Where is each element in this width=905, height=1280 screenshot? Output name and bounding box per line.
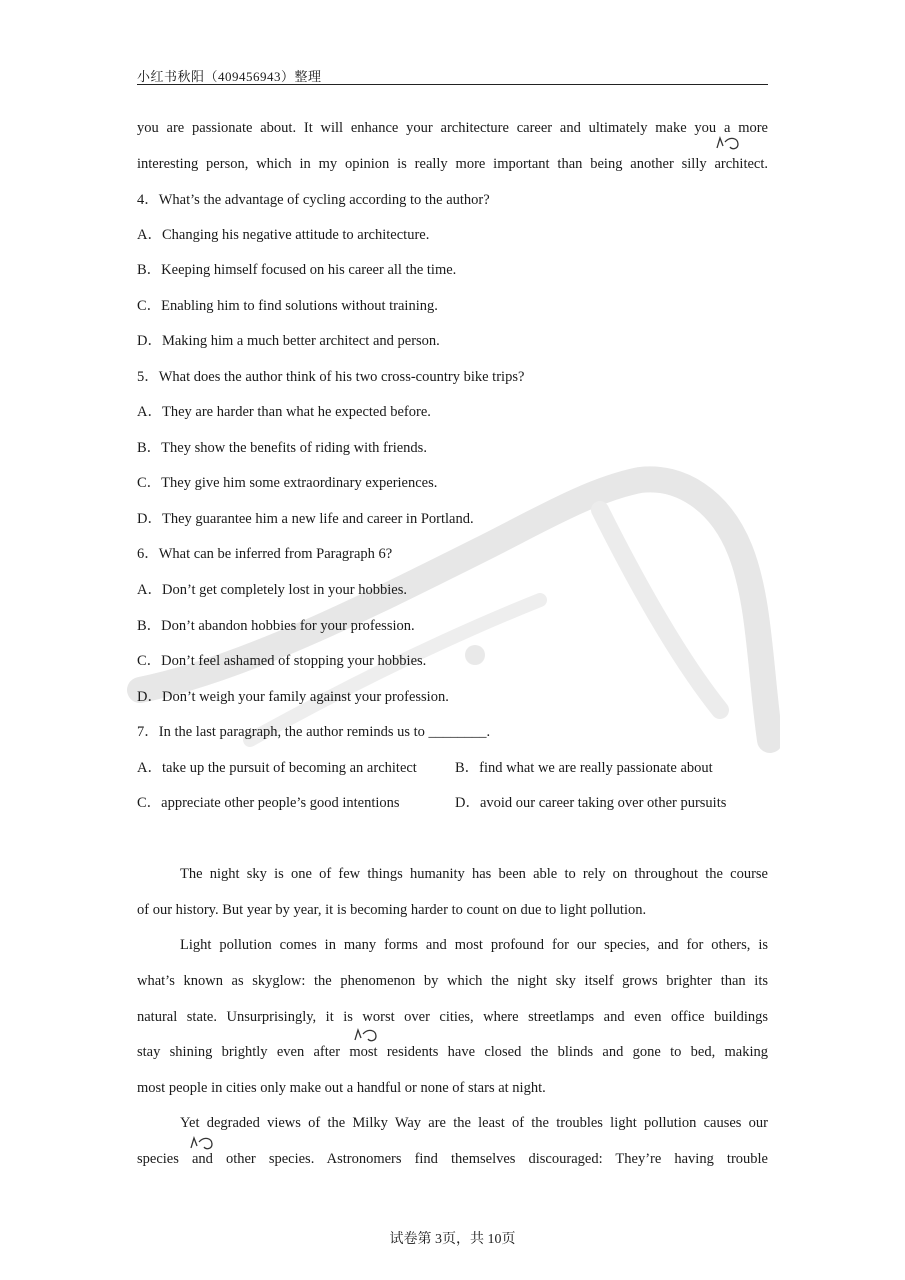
option-b: B．Don’t abandon hobbies for your profession. <box>137 618 415 634</box>
option-b: B．find what we are really passionate about <box>455 760 713 776</box>
option-c: C．They give him some extraordinary experiences. <box>137 475 438 491</box>
option-a: A．Don’t get completely lost in your hobbies. <box>137 582 407 598</box>
option-c: C．Don’t feel ashamed of stopping your hobbies. <box>137 653 427 669</box>
option-d: D．Don’t weigh your family against your profession. <box>137 689 449 705</box>
option-b: B．They show the benefits of riding with friends. <box>137 440 427 456</box>
passage-line: species and other species. Astronomers find themselves discouraged: They’re having trouble <box>137 1151 768 1167</box>
header-divider <box>137 84 768 85</box>
option-c: C．Enabling him to find solutions without training. <box>137 298 438 314</box>
passage-line: interesting person, which in my opinion is really more important than being another silly architect. <box>137 156 768 172</box>
passage-line: most people in cities only make out a handful or none of stars at night. <box>137 1080 546 1096</box>
question-stem: 7．In the last paragraph, the author reminds us to ________. <box>137 724 491 740</box>
question-stem: 5．What does the author think of his two cross-country bike trips? <box>137 369 525 385</box>
passage-line: you are passionate about. It will enhance your architecture career and ultimately make you a more <box>137 120 768 136</box>
passage-line: of our history. But year by year, it is becoming harder to count on due to light pollution. <box>137 902 647 918</box>
option-a: A．They are harder than what he expected before. <box>137 404 431 420</box>
question-stem: 6．What can be inferred from Paragraph 6? <box>137 546 393 562</box>
passage-line: Light pollution comes in many forms and most profound for our species, and for others, is <box>180 937 768 953</box>
option-d: D．avoid our career taking over other pursuits <box>455 795 727 811</box>
option-d: D．Making him a much better architect and person. <box>137 333 440 349</box>
option-a: A．take up the pursuit of becoming an architect <box>137 760 417 776</box>
passage-line: The night sky is one of few things humanity has been able to rely on throughout the course <box>180 866 768 882</box>
page-number: 试卷第 3页，共 10页 <box>389 1232 516 1247</box>
passage-line: stay shining brightly even after most residents have closed the blinds and gone to bed, making <box>137 1044 768 1060</box>
option-b: B．Keeping himself focused on his career all the time. <box>137 262 457 278</box>
option-d: D．They guarantee him a new life and career in Portland. <box>137 511 474 527</box>
passage-line: natural state. Unsurprisingly, it is worst over cities, where streetlamps and even office buildings <box>137 1009 768 1025</box>
question-stem: 4．What’s the advantage of cycling according to the author? <box>137 192 490 208</box>
option-a: A．Changing his negative attitude to architecture. <box>137 227 430 243</box>
passage-line: Yet degraded views of the Milky Way are the least of the troubles light pollution causes our <box>180 1115 768 1131</box>
option-c: C．appreciate other people’s good intentions <box>137 795 400 811</box>
header-text: 小红书秋阳（409456943）整理 <box>137 69 322 84</box>
passage-line: what’s known as skyglow: the phenomenon by which the night sky itself grows brighter than its <box>137 973 768 989</box>
